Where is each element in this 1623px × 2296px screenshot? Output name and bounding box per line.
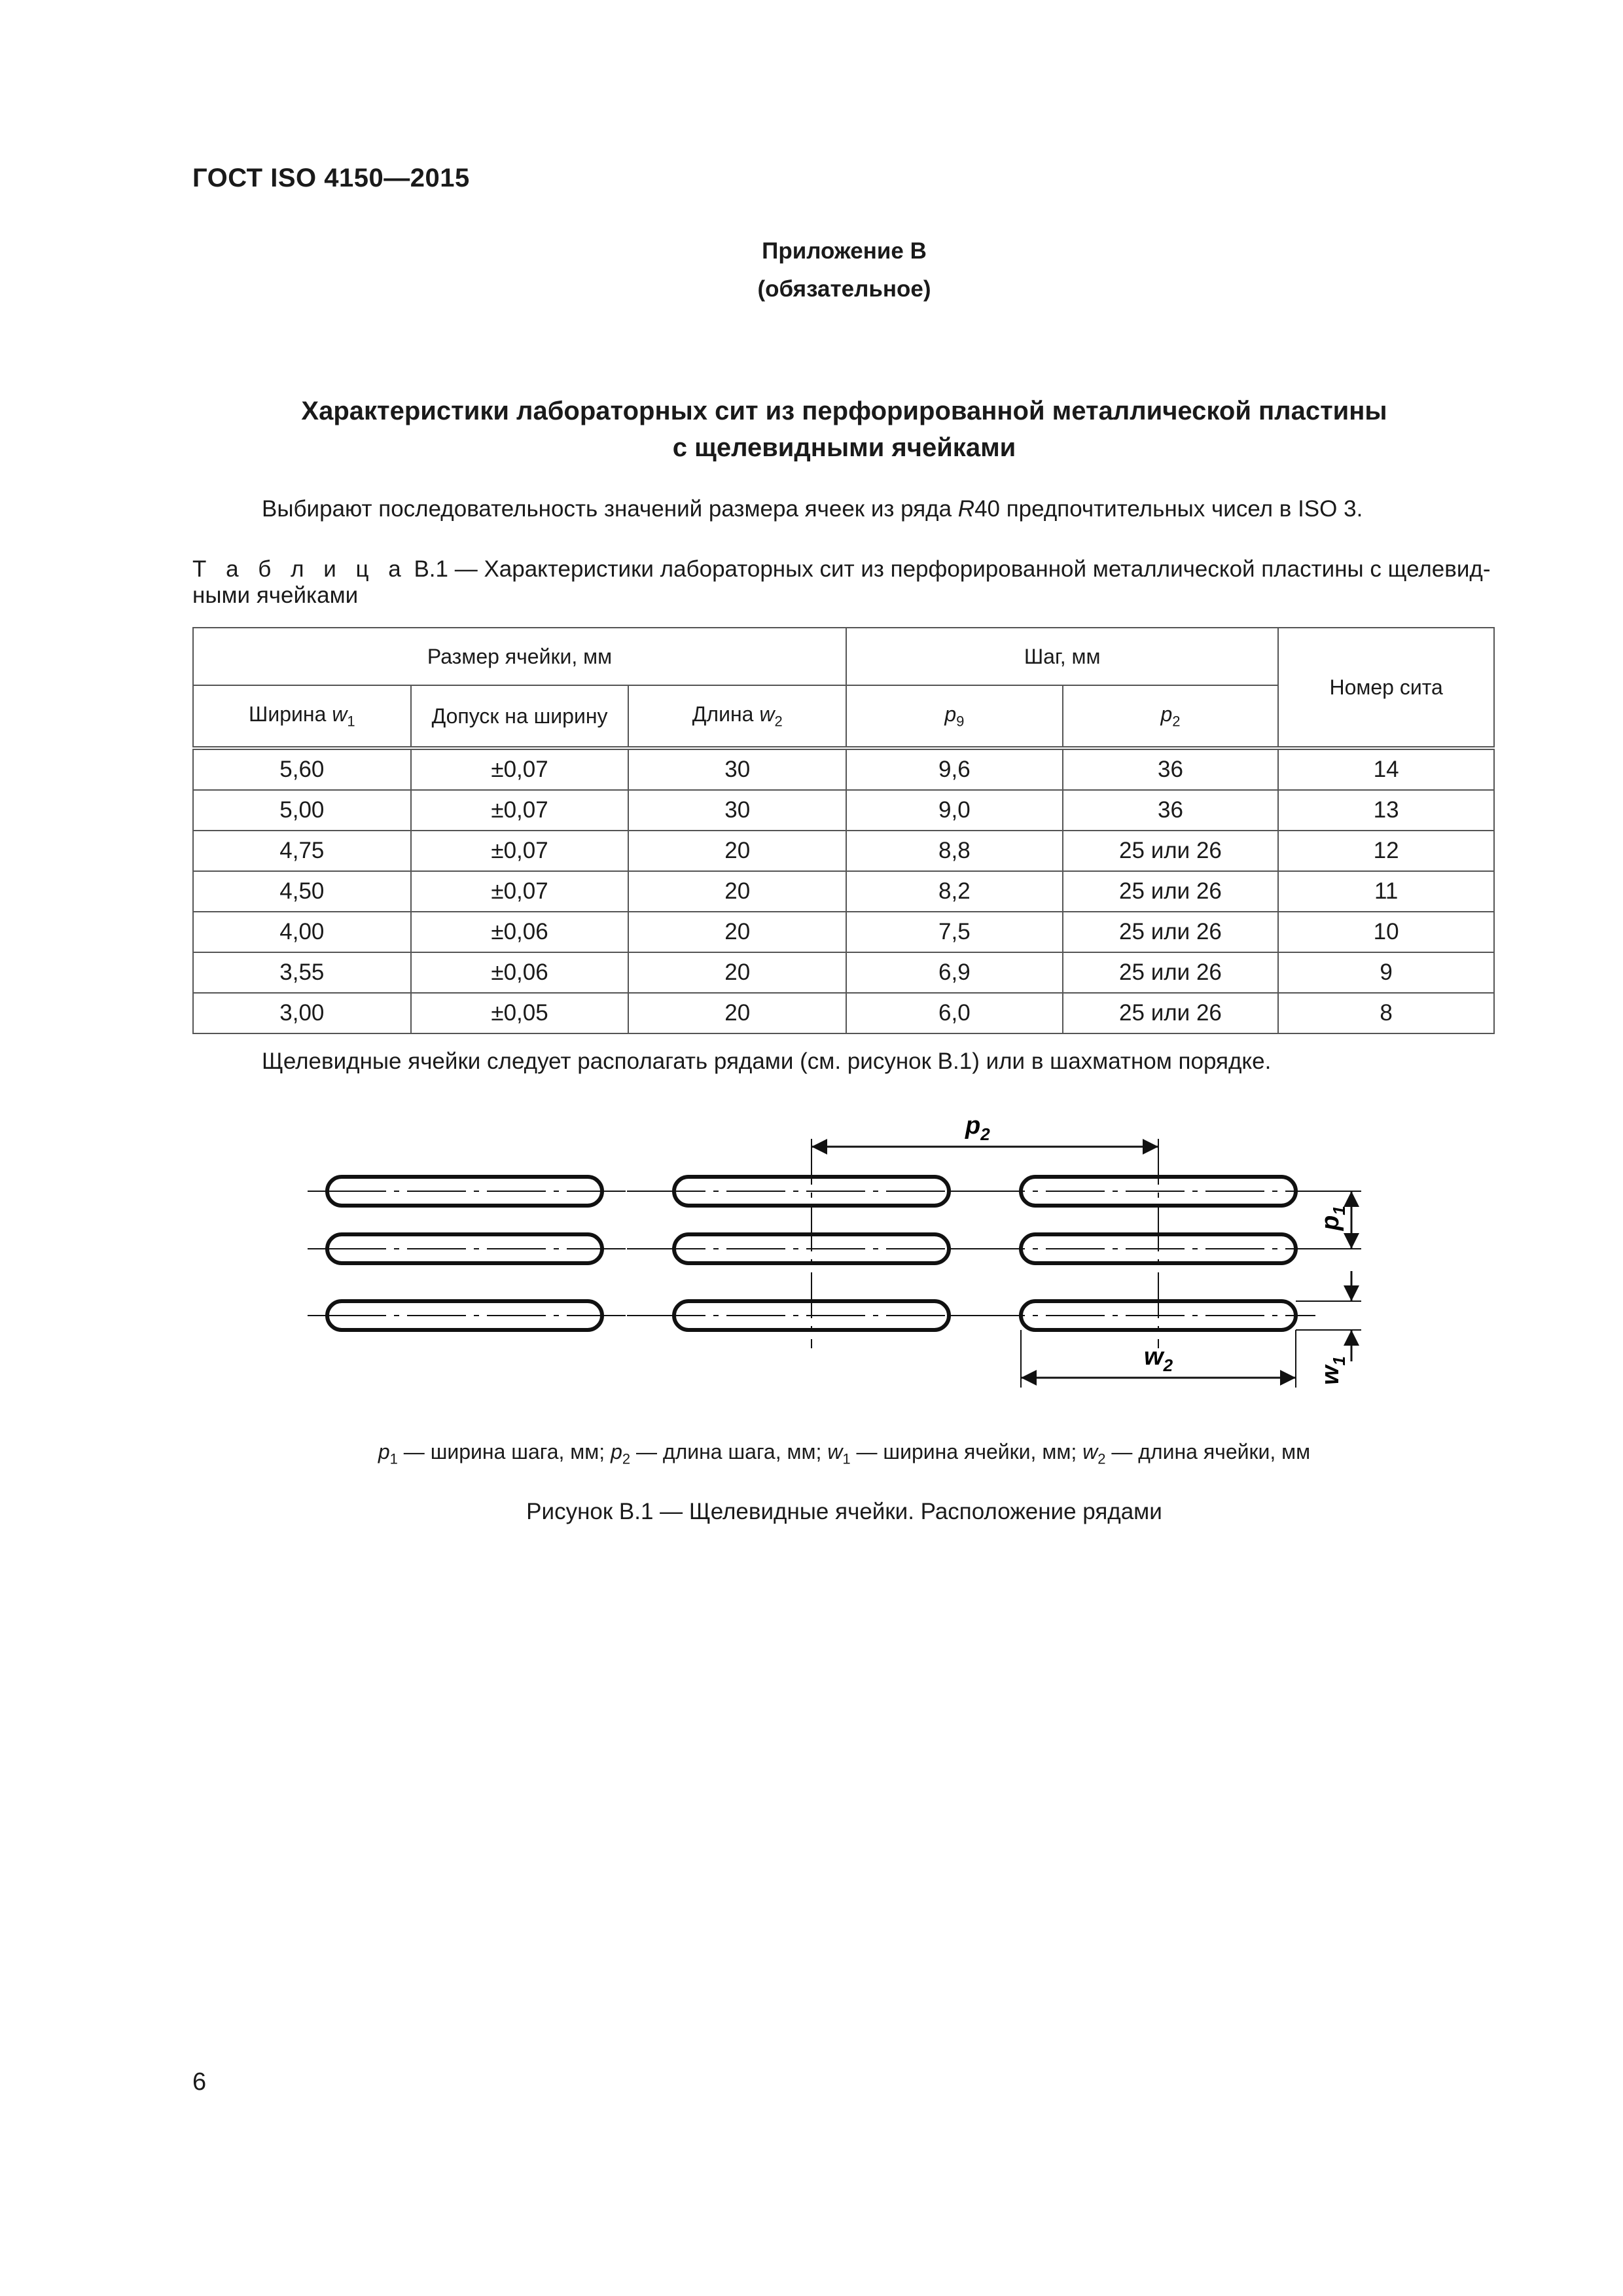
intro-before: Выбирают последовательность значений размера ячеек из ряда [262, 496, 958, 522]
intro-paragraph [262, 496, 1363, 522]
table-row [193, 790, 1494, 831]
cell-pitch-p1: 8,2 [846, 871, 1063, 912]
table-caption-prefix: Т а б л и ц а [192, 556, 408, 582]
cell-width: 4,75 [193, 831, 411, 871]
intro-series-symbol: R [957, 496, 975, 522]
cell-sieve-number: 13 [1278, 790, 1494, 831]
cell-width: 5,60 [193, 748, 411, 790]
header-pitch-p1: $p_9$ [846, 685, 1063, 748]
cell-length: 20 [628, 912, 846, 952]
cell-tolerance: ±0,07 [411, 871, 629, 912]
header-pitch: Шаг, мм [846, 628, 1278, 685]
cell-pitch-p2: 25 или 26 [1063, 912, 1279, 952]
table-row [193, 952, 1494, 993]
cell-sieve-number: 11 [1278, 871, 1494, 912]
main-title [0, 393, 1623, 466]
table-row [193, 748, 1494, 790]
header-pitch-p2: $p_2$ [1063, 685, 1279, 748]
cell-length: 20 [628, 871, 846, 912]
cell-width: 4,00 [193, 912, 411, 952]
cell-width: 3,55 [193, 952, 411, 993]
p1-label: $p_1$ [1317, 1206, 1349, 1230]
cell-sieve-number: 12 [1278, 831, 1494, 871]
table-row [193, 871, 1494, 912]
cell-pitch-p2: 36 [1063, 790, 1279, 831]
cell-pitch-p2: 25 или 26 [1063, 831, 1279, 871]
slot-arrangement-figure [308, 1100, 1394, 1427]
header-sieve-number: Номер сита [1278, 628, 1494, 748]
sieve-characteristics-table [192, 627, 1495, 1034]
cell-sieve-number: 10 [1278, 912, 1494, 952]
intro-after: предпочтительных чисел в ISO 3. [1000, 496, 1363, 522]
figure-caption: Рисунок В.1 — Щелевидные ячейки. Расположение рядами [526, 1499, 1162, 1524]
cell-width: 5,00 [193, 790, 411, 831]
cell-sieve-number: 9 [1278, 952, 1494, 993]
cell-pitch-p1: 9,6 [846, 748, 1063, 790]
table-caption-text: В.1 — Характеристики лабораторных сит из перфорированной металлической пластины с щелевид-ными ячейками [192, 556, 1491, 608]
header-aperture-size: Размер ячейки, мм [193, 628, 846, 685]
cell-pitch-p2: 25 или 26 [1063, 871, 1279, 912]
cell-tolerance: ±0,06 [411, 912, 629, 952]
cell-tolerance: ±0,07 [411, 790, 629, 831]
table-row [193, 831, 1494, 871]
cell-pitch-p2: 36 [1063, 748, 1279, 790]
cell-pitch-p1: 6,9 [846, 952, 1063, 993]
cell-length: 30 [628, 748, 846, 790]
arrangement-note: Щелевидные ячейки следует располагать рядами (см. рисунок В.1) или в шахматном порядке. [262, 1049, 1272, 1074]
cell-length: 20 [628, 952, 846, 993]
header-tolerance: Допуск на ширину [411, 685, 629, 748]
main-title-line1: Характеристики лабораторных сит из перфорированной металлической пластины [301, 397, 1387, 425]
cell-pitch-p1: 6,0 [846, 993, 1063, 1033]
cell-width: 4,50 [193, 871, 411, 912]
cell-sieve-number: 14 [1278, 748, 1494, 790]
w2-label: $w_2$ [1144, 1343, 1173, 1375]
cell-length: 30 [628, 790, 846, 831]
annex-heading [0, 232, 1623, 308]
cell-tolerance: ±0,07 [411, 831, 629, 871]
intro-series-number: 40 [974, 496, 1000, 522]
header-length: Длина $w_2$ [628, 685, 846, 748]
cell-width: 3,00 [193, 993, 411, 1033]
cell-sieve-number: 8 [1278, 993, 1494, 1033]
cell-tolerance: ±0,06 [411, 952, 629, 993]
figure-legend: $p_1$ — ширина шага, мм; $p_2$ — длина шага, мм; $w_1$ — ширина ячейки, мм; $w_2$ — длина ячейки, мм [378, 1440, 1311, 1467]
cell-tolerance: ±0,05 [411, 993, 629, 1033]
cell-pitch-p1: 9,0 [846, 790, 1063, 831]
table-row [193, 912, 1494, 952]
cell-pitch-p1: 8,8 [846, 831, 1063, 871]
document-code: ГОСТ ISO 4150—2015 [192, 164, 470, 192]
cell-pitch-p2: 25 или 26 [1063, 993, 1279, 1033]
annex-title: Приложение В [762, 238, 927, 264]
annex-status: (обязательное) [757, 276, 931, 302]
table-caption [192, 556, 1501, 609]
page-number: 6 [192, 2068, 207, 2096]
table-row [193, 993, 1494, 1033]
cell-length: 20 [628, 993, 846, 1033]
cell-length: 20 [628, 831, 846, 871]
p2-label: $p_2$ [965, 1112, 990, 1144]
header-width: Ширина $w_1$ [193, 685, 411, 748]
cell-pitch-p2: 25 или 26 [1063, 952, 1279, 993]
cell-tolerance: ±0,07 [411, 748, 629, 790]
main-title-line2: с щелевидными ячейками [672, 433, 1016, 462]
cell-pitch-p1: 7,5 [846, 912, 1063, 952]
w1-label: $w_1$ [1317, 1355, 1349, 1385]
